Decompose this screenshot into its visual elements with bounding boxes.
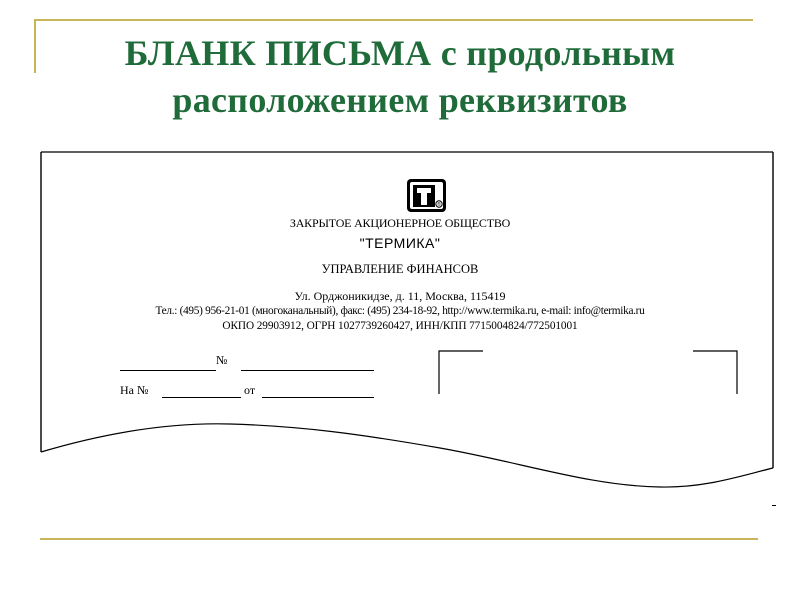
reference-date-field-line <box>262 397 374 398</box>
company-type: ЗАКРЫТОЕ АКЦИОНЕРНОЕ ОБЩЕСТВО <box>289 216 511 230</box>
sheet-edge-mark <box>772 505 776 506</box>
slide-title-line-1: БЛАНК ПИСЬМА с продольным <box>124 33 676 73</box>
company-registration-codes: ОКПО 29903912, ОГРН 1027739260427, ИНН/КПП 7715004824/772501001 <box>222 320 578 332</box>
slide-title-line-2: расположением реквизитов <box>172 80 628 120</box>
company-contacts: Тел.: (495) 956-21-01 (многоканальный), факс: (495) 234-18-92, http://www.termika.ru, e-mail: info@termika.ru <box>155 305 645 317</box>
company-name: "ТЕРМИКА" <box>359 235 441 251</box>
reg-number-label: № <box>216 353 228 367</box>
date-field-line <box>120 370 216 371</box>
company-logo-icon <box>406 178 447 213</box>
reference-number-field-line <box>162 397 241 398</box>
department-name: УПРАВЛЕНИЕ ФИНАНСОВ <box>321 262 479 276</box>
registered-mark: ® <box>437 202 441 208</box>
reg-number-field-line <box>241 370 374 371</box>
company-address: Ул. Орджоникидзе, д. 11, Москва, 115419 <box>294 289 506 303</box>
reference-number-label: На № <box>120 383 149 397</box>
reference-date-label: от <box>244 383 256 397</box>
